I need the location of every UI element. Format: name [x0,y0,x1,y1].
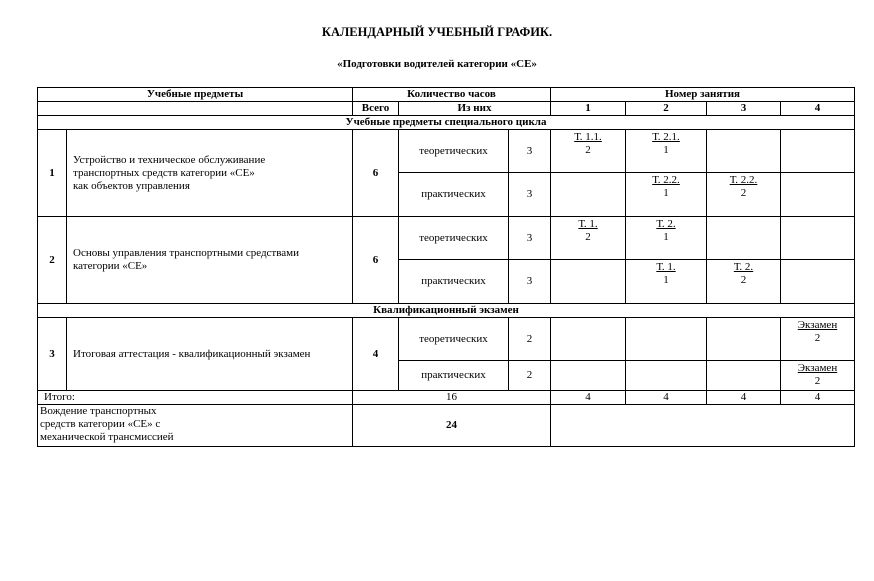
header-row-1 [38,88,855,102]
lesson-cell-3 [707,173,781,217]
subject-row-theory [38,318,855,361]
practice-label: практических [399,361,509,391]
header-lesson-4: 4 [781,102,855,116]
header-hours: Количество часов [353,88,551,102]
practice-hours: 3 [509,173,551,217]
lesson-cell-2 [626,130,707,173]
lesson-cell-4 [781,130,855,173]
lesson-cell-4 [781,173,855,217]
subject-total-hours: 4 [353,318,399,391]
total-row [38,391,855,405]
subject-name-line: транспортных средств категории «СЕ» [73,166,255,179]
driving-label [38,405,353,447]
header-lesson-3: 3 [707,102,781,116]
lesson-topic-hours: 1 [663,231,669,243]
subject-row-theory [38,130,855,173]
document-subtitle: «Подготовки водителей категории «СЕ» [337,58,537,70]
header-subjects: Учебные предметы [38,88,353,102]
driving-label-line: Вождение транспортных [40,405,157,417]
section-exam-title: Квалификационный экзамен [38,304,855,318]
lesson-cell-3 [707,318,781,361]
lesson-topic-code: Экзамен [797,362,838,374]
lesson-cell-4 [781,318,855,361]
section-row-special [38,116,855,130]
lesson-cell-1 [551,130,626,173]
practice-label: практических [399,173,509,217]
theory-label: теоретических [399,318,509,361]
subject-name-line: категории «СЕ» [73,260,148,272]
lesson-cell-1 [551,260,626,304]
total-label: Итого: [38,391,353,405]
header-lesson-1: 1 [551,102,626,116]
subject-name-line: Устройство и техническое обслуживание [73,153,266,166]
lesson-cell-1 [551,217,626,260]
practice-label: практических [399,260,509,304]
lesson-cell-4 [781,217,855,260]
subject-name-line: Основы управления транспортными средствами [73,247,300,259]
practice-hours: 3 [509,260,551,304]
lesson-cell-2 [626,361,707,391]
subject-total-hours: 6 [353,217,399,304]
section-special-title: Учебные предметы специального цикла [38,116,855,130]
theory-hours: 3 [509,130,551,173]
lesson-cell-4 [781,361,855,391]
driving-hours: 24 [353,405,551,447]
header-lesson-2: 2 [626,102,707,116]
lesson-topic-hours: 1 [663,274,669,286]
lesson-topic-hours: 2 [585,144,591,156]
lesson-topic-code: Т. 1. [578,218,598,230]
subject-name-line: Итоговая аттестация - квалификационный экзамен [73,347,311,360]
lesson-topic-code: Т. 2. [733,261,754,273]
lesson-topic-code: Т. 2. [656,218,676,230]
section-row-exam [38,304,855,318]
subject-number: 2 [38,217,67,304]
lesson-topic-code: Т. 2.1. [652,131,680,143]
subject-row-theory [38,217,855,260]
lesson-topic-hours: 2 [740,274,747,286]
subject-name [67,130,353,217]
subject-number: 3 [38,318,67,391]
total-lesson-4: 4 [781,391,855,405]
header-of-which: Из них [399,102,551,116]
theory-hours: 2 [509,318,551,361]
lesson-cell-2 [626,217,707,260]
subject-name [67,217,353,304]
lesson-topic-code: Т. 1.1. [574,131,602,143]
theory-label: теоретических [399,217,509,260]
lesson-cell-4 [781,260,855,304]
lesson-cell-2 [626,260,707,304]
lesson-topic-hours: 1 [663,187,669,199]
header-total: Всего [353,102,399,116]
theory-hours: 3 [509,217,551,260]
lesson-cell-1 [551,173,626,217]
lesson-cell-3 [707,217,781,260]
header-lesson-number: Номер занятия [551,88,855,102]
lesson-topic-code: Т. 2.2. [729,174,758,186]
total-lesson-3: 4 [707,391,781,405]
driving-label-line: механической трансмиссией [40,431,174,443]
lesson-cell-3 [707,130,781,173]
header-row-2 [38,102,855,116]
lesson-topic-hours: 1 [663,144,669,156]
total-hours: 16 [353,391,551,405]
practice-hours: 2 [509,361,551,391]
lesson-cell-2 [626,173,707,217]
lesson-topic-code: Экзамен [797,319,838,331]
lesson-topic-hours: 2 [814,332,821,344]
schedule-table [37,87,855,447]
driving-row [38,405,855,447]
subject-total-hours: 6 [353,130,399,217]
total-lesson-1: 4 [551,391,626,405]
subject-name [67,318,353,391]
lesson-cell-1 [551,361,626,391]
lesson-topic-hours: 2 [585,231,591,243]
lesson-cell-3 [707,260,781,304]
driving-label-line: средств категории «СЕ» с [40,418,161,430]
driving-schedule-blank [551,405,855,447]
lesson-cell-1 [551,318,626,361]
subject-name-line: как объектов управления [73,179,190,192]
lesson-topic-code: Т. 2.2. [652,174,680,186]
document-title: КАЛЕНДАРНЫЙ УЧЕБНЫЙ ГРАФИК. [321,25,553,39]
lesson-cell-2 [626,318,707,361]
header-blank [38,102,353,116]
lesson-topic-hours: 2 [740,187,747,199]
lesson-topic-code: Т. 1. [656,261,676,273]
subject-number: 1 [38,130,67,217]
lesson-cell-3 [707,361,781,391]
lesson-topic-hours: 2 [814,375,821,387]
total-lesson-2: 4 [626,391,707,405]
theory-label: теоретических [399,130,509,173]
